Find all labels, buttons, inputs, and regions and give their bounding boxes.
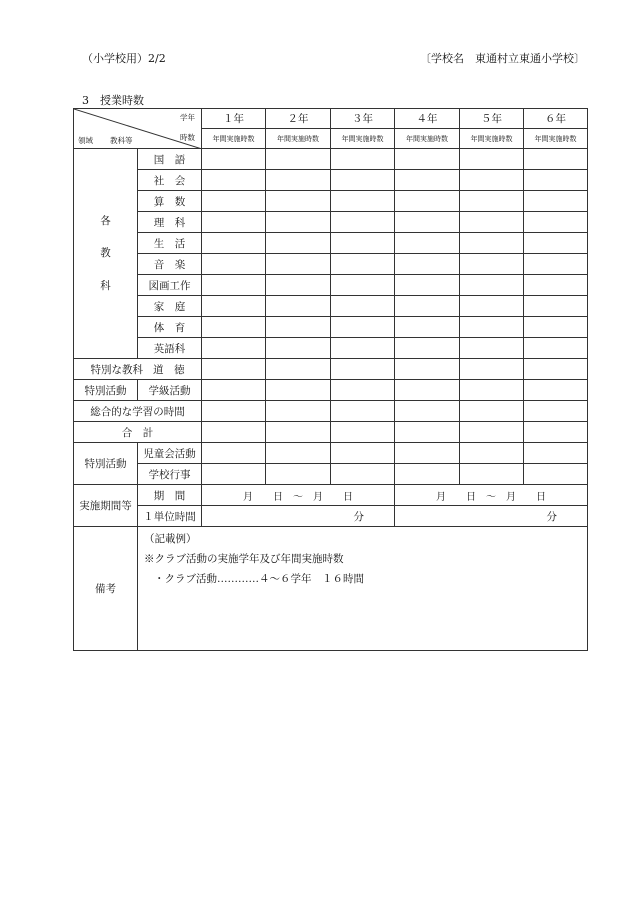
section-title: 3 授業時数 (82, 94, 144, 107)
corner-subject-label: 教科等 (110, 136, 133, 145)
hours-cell[interactable] (460, 170, 524, 191)
period-range-second[interactable]: 月 日 〜 月 日 (395, 485, 588, 506)
hours-cell[interactable] (395, 254, 460, 275)
subject-label: 図画工作 (138, 275, 202, 296)
special-subject-label (74, 359, 202, 380)
hours-cell[interactable] (202, 338, 266, 359)
corner-header-cell (74, 109, 202, 149)
period-range-first[interactable]: 月 日 〜 月 日 (202, 485, 395, 506)
hours-cell[interactable] (331, 359, 395, 380)
hours-cell[interactable] (460, 443, 524, 464)
hours-cell[interactable] (395, 443, 460, 464)
grade-sub-header: 年間実施時数 (524, 129, 588, 149)
hours-cell[interactable] (524, 422, 588, 443)
period-label: 実施期間等 (74, 485, 138, 527)
hours-cell[interactable] (202, 422, 266, 443)
hours-cell[interactable] (395, 149, 460, 170)
corner-hours-label: 時数 (180, 133, 195, 142)
hours-cell[interactable] (331, 317, 395, 338)
hours-cell[interactable] (331, 422, 395, 443)
hours-cell[interactable] (395, 212, 460, 233)
grade-sub-header: 年間実施時数 (266, 129, 331, 149)
hours-cell[interactable] (524, 212, 588, 233)
grade-2-header: ２年 (266, 109, 331, 129)
hours-cell[interactable] (202, 401, 266, 422)
hours-cell[interactable] (202, 464, 266, 485)
grade-sub-header: 年間実施時数 (460, 129, 524, 149)
hours-cell[interactable] (524, 380, 588, 401)
special-subject-item: 道 徳 (153, 363, 185, 376)
grade-sub-header: 年間実施時数 (395, 129, 460, 149)
hours-cell[interactable] (395, 359, 460, 380)
subject-label: 英語科 (138, 338, 202, 359)
hours-cell[interactable] (460, 275, 524, 296)
corner-domain-label: 領域 (78, 136, 93, 145)
grade-6-header: ６年 (524, 109, 588, 129)
hours-cell[interactable] (331, 212, 395, 233)
hours-cell[interactable] (331, 254, 395, 275)
hours-cell[interactable] (266, 170, 331, 191)
hours-cell[interactable] (524, 338, 588, 359)
hours-cell[interactable] (202, 275, 266, 296)
hours-cell[interactable] (395, 380, 460, 401)
hours-cell[interactable] (331, 443, 395, 464)
hours-cell[interactable] (331, 275, 395, 296)
integrated-study-label: 総合的な学習の時間 (74, 401, 202, 422)
hours-cell[interactable] (460, 212, 524, 233)
special-activity-label: 特別活動 (74, 380, 138, 401)
unit-time-second[interactable]: 分 (395, 506, 588, 527)
period-row-label: 期 間 (138, 485, 202, 506)
hours-cell[interactable] (524, 149, 588, 170)
grade-4-header: ４年 (395, 109, 460, 129)
hours-cell[interactable] (266, 212, 331, 233)
hours-cell[interactable] (460, 422, 524, 443)
hours-cell[interactable] (524, 296, 588, 317)
hours-cell[interactable] (524, 359, 588, 380)
hours-cell[interactable] (331, 191, 395, 212)
hours-cell[interactable] (331, 149, 395, 170)
group-char: 教 (100, 247, 111, 260)
hours-cell[interactable] (460, 380, 524, 401)
special-subject-title: 特別な教科 (90, 363, 143, 376)
subject-label: 社 会 (138, 170, 202, 191)
hours-cell[interactable] (266, 338, 331, 359)
hours-cell[interactable] (266, 317, 331, 338)
hours-cell[interactable] (395, 296, 460, 317)
hours-cell[interactable] (266, 443, 331, 464)
hours-cell[interactable] (524, 443, 588, 464)
hours-cell[interactable] (460, 149, 524, 170)
hours-cell[interactable] (395, 422, 460, 443)
class-hours-table (73, 108, 588, 651)
subject-label: 体 育 (138, 317, 202, 338)
hours-cell[interactable] (460, 233, 524, 254)
hours-cell[interactable] (202, 296, 266, 317)
grade-sub-header: 年間実施時数 (202, 129, 266, 149)
subject-label: 理 科 (138, 212, 202, 233)
hours-cell[interactable] (524, 233, 588, 254)
hours-cell[interactable] (202, 317, 266, 338)
hours-cell[interactable] (331, 401, 395, 422)
header-school-name: 〔学校名 東通村立東通小学校〕 (420, 52, 585, 65)
remarks-content[interactable] (138, 527, 588, 651)
hours-cell[interactable] (524, 317, 588, 338)
hours-cell[interactable] (202, 443, 266, 464)
grade-sub-header: 年間実施時数 (331, 129, 395, 149)
special-activity-item: 学校行事 (138, 464, 202, 485)
group-char: 科 (100, 279, 111, 292)
hours-cell[interactable] (266, 464, 331, 485)
unit-time-first[interactable]: 分 (202, 506, 395, 527)
grade-5-header: ５年 (460, 109, 524, 129)
hours-cell[interactable] (460, 254, 524, 275)
hours-cell[interactable] (202, 149, 266, 170)
hours-cell[interactable] (460, 191, 524, 212)
hours-cell[interactable] (202, 191, 266, 212)
subject-label: 生 活 (138, 233, 202, 254)
hours-cell[interactable] (460, 401, 524, 422)
hours-cell[interactable] (331, 464, 395, 485)
hours-cell[interactable] (395, 317, 460, 338)
remarks-line: ・クラブ活動…………４〜６学年 １６時間 (154, 573, 364, 585)
hours-cell[interactable] (524, 401, 588, 422)
hours-cell[interactable] (524, 254, 588, 275)
hours-cell[interactable] (395, 191, 460, 212)
corner-grade-label: 学年 (180, 113, 195, 122)
hours-cell[interactable] (266, 380, 331, 401)
hours-cell[interactable] (460, 338, 524, 359)
subjects-group-label (74, 149, 138, 359)
hours-cell[interactable] (460, 464, 524, 485)
hours-cell[interactable] (395, 275, 460, 296)
hours-cell[interactable] (202, 170, 266, 191)
hours-cell[interactable] (266, 401, 331, 422)
special-activity-item: 学級活動 (138, 380, 202, 401)
period-row-label: １単位時間 (138, 506, 202, 527)
remarks-line: ※クラブ活動の実施学年及び年間実施時数 (144, 553, 344, 565)
subject-label: 算 数 (138, 191, 202, 212)
hours-cell[interactable] (266, 422, 331, 443)
subject-label: 音 楽 (138, 254, 202, 275)
hours-cell[interactable] (395, 338, 460, 359)
hours-cell[interactable] (395, 401, 460, 422)
hours-cell[interactable] (266, 254, 331, 275)
hours-cell[interactable] (524, 464, 588, 485)
hours-cell[interactable] (524, 191, 588, 212)
special-activity-label: 特別活動 (74, 443, 138, 485)
hours-cell[interactable] (395, 233, 460, 254)
hours-cell[interactable] (331, 233, 395, 254)
hours-cell[interactable] (266, 275, 331, 296)
hours-cell[interactable] (331, 170, 395, 191)
hours-cell[interactable] (202, 212, 266, 233)
hours-cell[interactable] (331, 380, 395, 401)
grade-3-header: ３年 (331, 109, 395, 129)
group-char: 各 (100, 214, 111, 227)
hours-cell[interactable] (331, 296, 395, 317)
hours-cell[interactable] (266, 191, 331, 212)
grade-1-header: １年 (202, 109, 266, 129)
remarks-line: （記載例） (144, 533, 197, 545)
hours-cell[interactable] (202, 380, 266, 401)
hours-cell[interactable] (395, 170, 460, 191)
total-label: 合 計 (74, 422, 202, 443)
hours-cell[interactable] (524, 275, 588, 296)
hours-cell[interactable] (460, 296, 524, 317)
subject-label: 国 語 (138, 149, 202, 170)
hours-cell[interactable] (460, 317, 524, 338)
subject-label: 家 庭 (138, 296, 202, 317)
hours-cell[interactable] (202, 359, 266, 380)
remarks-label: 備考 (74, 527, 138, 651)
hours-cell[interactable] (202, 254, 266, 275)
hours-cell[interactable] (331, 338, 395, 359)
header-left: （小学校用）2/2 (82, 52, 166, 65)
hours-cell[interactable] (266, 149, 331, 170)
hours-cell[interactable] (460, 359, 524, 380)
hours-cell[interactable] (395, 464, 460, 485)
hours-cell[interactable] (524, 170, 588, 191)
hours-cell[interactable] (266, 296, 331, 317)
special-activity-item: 児童会活動 (138, 443, 202, 464)
hours-cell[interactable] (266, 233, 331, 254)
hours-cell[interactable] (266, 359, 331, 380)
hours-cell[interactable] (202, 233, 266, 254)
